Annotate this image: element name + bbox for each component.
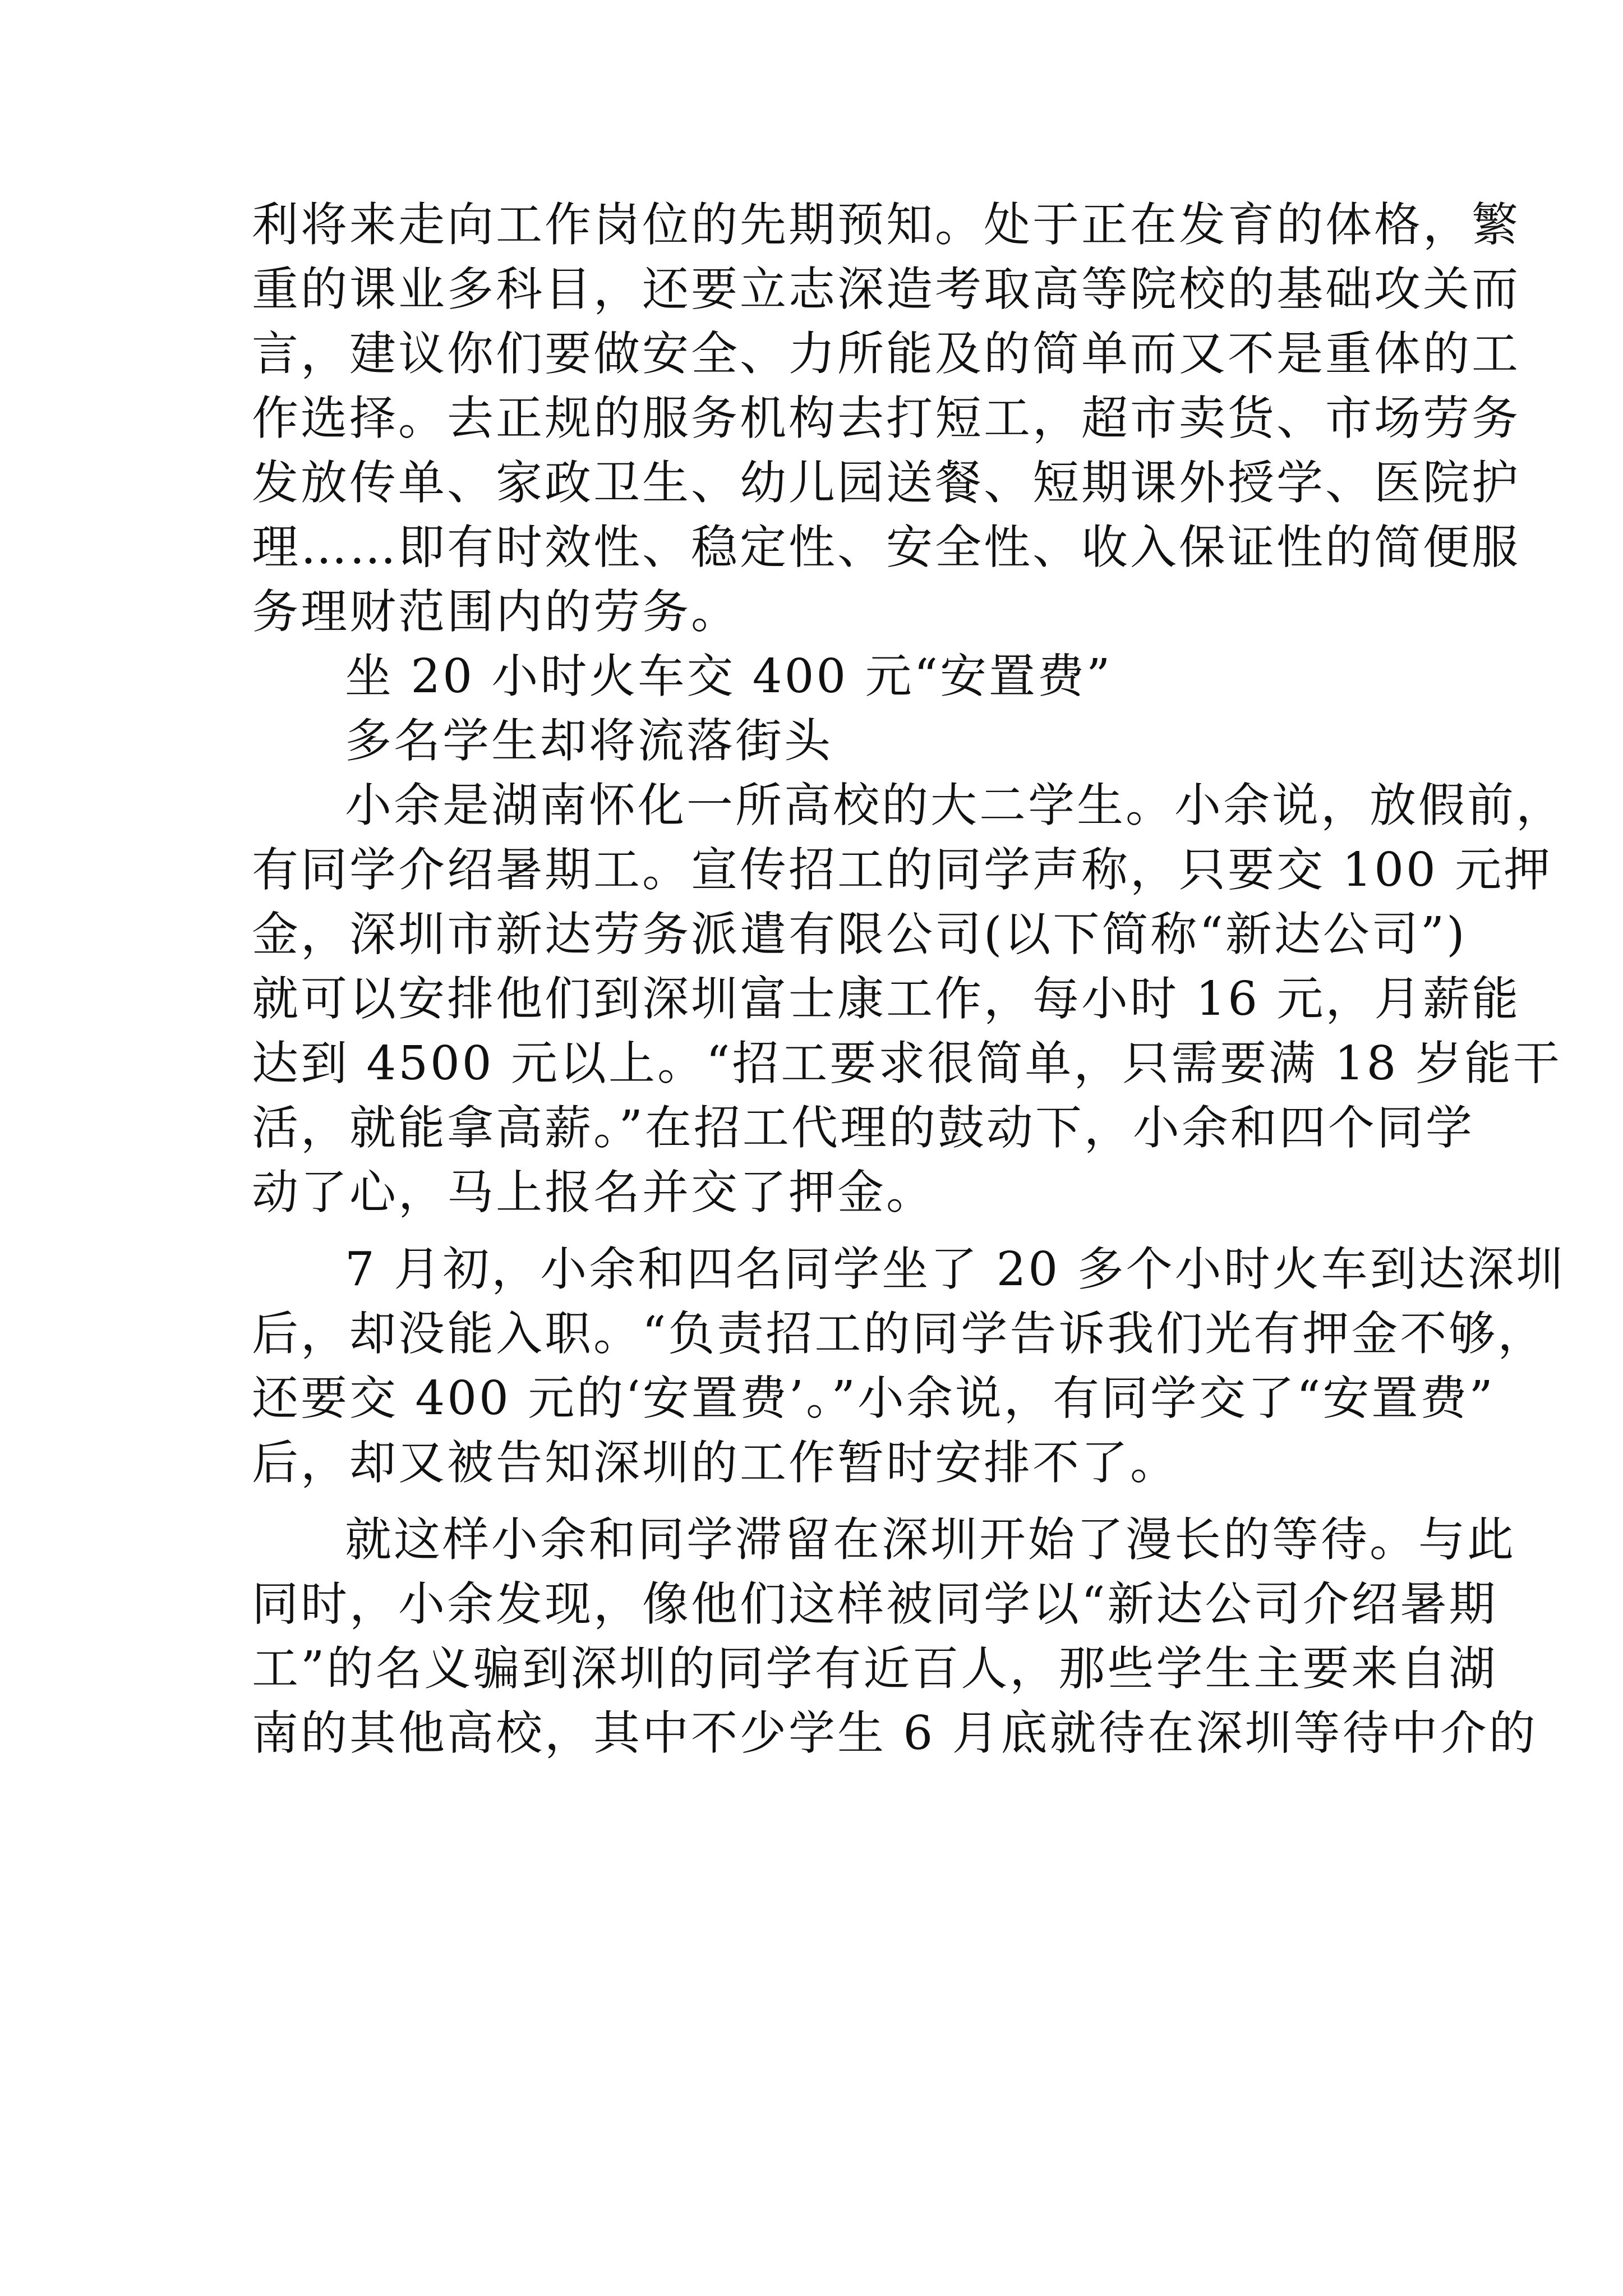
text-line: 言，建议你们要做安全、力所能及的简单而又不是重体的工 xyxy=(252,326,1520,381)
text-line: 就这样小余和同学滞留在深圳开始了漫长的等待。与此 xyxy=(345,1512,1516,1567)
text-line: 7 月初，小余和四名同学坐了 20 多个小时火车到达深圳 xyxy=(345,1242,1565,1296)
text-line: 工”的名义骗到深圳的同学有近百人，那些学生主要来自湖 xyxy=(252,1641,1498,1696)
text-line: 动了心，马上报名并交了押金。 xyxy=(252,1165,935,1220)
text-line: 发放传单、家政卫生、幼儿园送餐、短期课外授学、医院护 xyxy=(252,455,1520,510)
text-line: 有同学介绍暑期工。宣传招工的同学声称，只要交 100 元押 xyxy=(252,843,1553,897)
text-line: 南的其他高校，其中不少学生 6 月底就待在深圳等待中介的 xyxy=(252,1706,1538,1760)
paragraph-xiaoyu-intro xyxy=(252,773,1565,1225)
text-line: 小余是湖南怀化一所高校的大二学生。小余说，放假前， xyxy=(345,778,1565,832)
text-line: 利将来走向工作岗位的先期预知。处于正在发育的体格，繁 xyxy=(252,197,1520,252)
text-line: 活，就能拿高薪。”在招工代理的鼓动下，小余和四个同学 xyxy=(252,1101,1474,1155)
section-heading-line-2 xyxy=(252,708,1373,773)
text-line: 务理财范围内的劳务。 xyxy=(252,585,740,639)
text-line: 重的课业多科目，还要立志深造考取高等院校的基础攻关而 xyxy=(252,262,1520,316)
heading-text: 多名学生却将流落街头 xyxy=(345,714,833,768)
paragraph-continued xyxy=(252,192,1520,644)
document-body xyxy=(252,192,1565,1765)
text-line: 作选择。去正规的服务机构去打短工，超市卖货、市场劳务 xyxy=(252,391,1520,445)
text-line: 后，却又被告知深圳的工作暂时安排不了。 xyxy=(252,1435,1179,1490)
text-line: 后，却没能入职。“负责招工的同学告诉我们光有押金不够， xyxy=(252,1306,1547,1361)
text-line: 金，深圳市新达劳务派遣有限公司(以下简称“新达公司”) xyxy=(252,907,1467,961)
text-line: 就可以安排他们到深圳富士康工作，每小时 16 元，月薪能 xyxy=(252,972,1521,1026)
heading-text: 坐 20 小时火车交 400 元“安置费” xyxy=(345,649,1113,703)
text-line: 同时，小余发现，像他们这样被同学以“新达公司介绍暑期 xyxy=(252,1577,1498,1631)
text-line: 还要交 400 元的‘安置费’。”小余说，有同学交了“安置费” xyxy=(252,1371,1495,1425)
text-line: 理……即有时效性、稳定性、安全性、收入保证性的简便服 xyxy=(252,520,1520,574)
paragraph-july-arrival xyxy=(252,1237,1565,1495)
text-line: 达到 4500 元以上。“招工要求很简单，只需要满 18 岁能干 xyxy=(252,1036,1562,1091)
section-heading-line-1 xyxy=(252,644,1373,708)
paragraph-stranded xyxy=(252,1507,1538,1765)
